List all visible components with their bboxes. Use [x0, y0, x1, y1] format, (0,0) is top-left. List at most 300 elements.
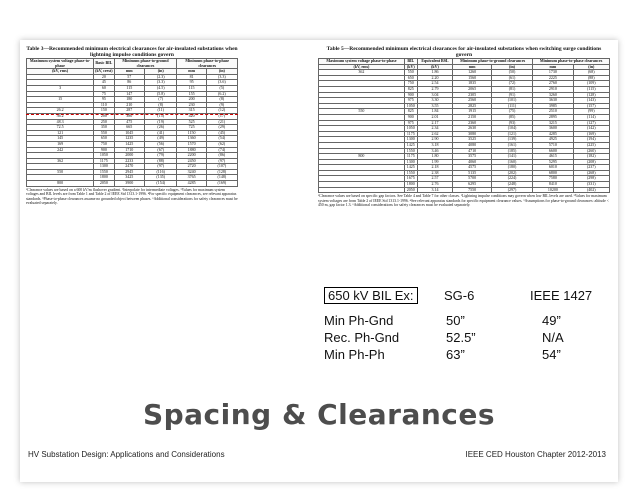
switching-surge-table	[318, 46, 610, 208]
right-cell	[319, 187, 405, 193]
right-cell: 1560	[453, 75, 492, 81]
left-cell: 115	[177, 85, 206, 91]
left-cell: 525	[177, 119, 206, 125]
right-cell: (143)	[573, 98, 609, 104]
right-cell: (61)	[491, 75, 532, 81]
right-sub-bsl: (kV)	[417, 64, 452, 70]
left-cell: 242	[27, 147, 94, 153]
left-cell: 57	[114, 74, 144, 80]
left-cell: 2233	[114, 158, 144, 164]
left-cell: 26.2	[27, 108, 94, 114]
right-cell: 1550	[404, 148, 417, 154]
left-cell: 86	[114, 80, 144, 86]
left-cell: (116)	[145, 169, 177, 175]
left-table-grid	[26, 58, 238, 187]
left-cell: 550	[94, 130, 114, 136]
sg6-header: SG-6	[444, 288, 475, 303]
right-cell: 1730	[533, 70, 573, 76]
right-cell: 825	[404, 109, 417, 115]
footer-left: HV Substation Design: Applications and Considerations	[28, 450, 225, 459]
right-cell: 1.80	[417, 154, 452, 160]
right-cell: 4615	[533, 154, 573, 160]
left-cell: (3.3)	[206, 74, 237, 80]
right-cell: (208)	[573, 159, 609, 165]
example-label: 650 kV BIL Ex:	[324, 287, 418, 304]
left-cell: 3240	[177, 169, 206, 175]
right-cell: 4285	[533, 131, 573, 137]
right-cell: 1550	[404, 170, 417, 176]
right-cell: (141)	[491, 154, 532, 160]
right-cell: 1050	[404, 126, 417, 132]
right-table-grid	[318, 58, 610, 193]
row-label-min-ph-ph: Min Ph-Ph	[324, 347, 385, 362]
right-cell: 2.57	[417, 176, 452, 182]
left-cell: 1710	[114, 147, 144, 153]
right-cell: 2.90	[417, 137, 452, 143]
right-cell: 3.55	[417, 103, 452, 109]
left-cell: (54)	[206, 136, 237, 142]
right-cell: (225)	[573, 142, 609, 148]
right-cell: 2.62	[417, 131, 452, 137]
left-cell: (74)	[206, 147, 237, 153]
left-cell: 145	[27, 136, 94, 142]
left-table-notes: ¹Clearance values are based on a 600 kV/m flashover gradient. ²Interpolate for intermediate voltages. ³Values for maximum system voltages and BIL levels are from Table 1 and Table 2 of IEEE Std 1313.1-1996. ⁴For specific equipment clearances, see relevant apparatus standards. ⁵Phase-to-phase clearances assume no grounded object between phases. ⁶Additional considerations for safety clearances must be evaluated separately.	[26, 187, 238, 206]
right-cell: (72)	[491, 81, 532, 87]
left-cell: 15	[27, 97, 94, 103]
right-cell: 2.76	[417, 182, 452, 188]
right-cell: (142)	[573, 126, 609, 132]
right-cell: (91)	[491, 92, 532, 98]
right-cell: (121)	[491, 131, 532, 137]
left-cell: 72.5	[27, 125, 94, 131]
value-sg6-min-ph-gnd: 50”	[446, 313, 465, 328]
left-cell: 475	[114, 119, 144, 125]
right-sub-mm: mm	[453, 64, 492, 70]
right-sub-bil: (kV)	[404, 64, 417, 70]
right-cell: 975	[404, 120, 417, 126]
left-cell: 1150	[177, 130, 206, 136]
left-cell: (3.6)	[206, 80, 237, 86]
left-cell: 1175	[94, 158, 114, 164]
right-cell: (160)	[491, 159, 532, 165]
left-cell: 20	[94, 74, 114, 80]
right-cell: 2225	[533, 75, 573, 81]
right-cell: (224)	[491, 176, 532, 182]
left-cell: 3900	[114, 181, 144, 187]
right-cell: 6295	[453, 182, 492, 188]
right-cell: 900	[404, 92, 417, 98]
left-cell: 1425	[114, 141, 144, 147]
right-cell: 1425	[404, 165, 417, 171]
left-cell: (41)	[145, 130, 177, 136]
right-cell: (157)	[573, 103, 609, 109]
right-cell: 1300	[404, 159, 417, 165]
left-sub-mm: mm	[114, 69, 144, 75]
right-cell: 2.17	[417, 120, 452, 126]
left-cell: 1550	[94, 169, 114, 175]
right-cell: 1800	[404, 182, 417, 188]
right-cell: (202)	[491, 170, 532, 176]
left-sub-in: (in)	[145, 69, 177, 75]
right-cell: (182)	[573, 154, 609, 160]
lightning-impulse-table	[26, 46, 238, 206]
right-cell: 2910	[533, 86, 573, 92]
right-cell: 2065	[453, 86, 492, 92]
right-cell: (331)	[573, 182, 609, 188]
left-cell: 725	[177, 125, 206, 131]
right-cell: (161)	[491, 142, 532, 148]
right-cell: 2.79	[417, 86, 452, 92]
left-cell: (107)	[206, 164, 237, 170]
right-cell: 6800	[533, 170, 573, 176]
left-cell: (135)	[145, 175, 177, 181]
left-cell: (49)	[145, 136, 177, 142]
right-cell: 1915	[453, 109, 492, 115]
left-cell: (128)	[206, 169, 237, 175]
right-cell: (111)	[491, 103, 532, 109]
left-cell: 115	[114, 85, 144, 91]
right-header-bsl: Equivalent BSL	[417, 59, 452, 65]
left-cell: 150	[94, 108, 114, 114]
left-header-voltage: Maximum system voltage phase-to-phase	[27, 59, 94, 69]
left-cell: (5.8)	[145, 91, 177, 97]
row-label-min-ph-gnd: Min Ph-Gnd	[324, 313, 394, 328]
left-cell: (45)	[206, 130, 237, 136]
right-cell: (298)	[573, 176, 609, 182]
left-cell: (8)	[145, 102, 177, 108]
slide	[20, 40, 618, 482]
right-cell: (68)	[573, 70, 609, 76]
right-cell: 1175	[404, 154, 417, 160]
left-cell: (29)	[206, 125, 237, 131]
left-cell: (4.5)	[145, 85, 177, 91]
right-cell: 2.38	[417, 170, 452, 176]
left-cell: (8)	[206, 97, 237, 103]
left-cell: 2200	[177, 153, 206, 159]
right-cell: 1.84	[417, 109, 452, 115]
left-cell: 800	[27, 181, 94, 187]
right-cell: (268)	[573, 170, 609, 176]
right-cell: 6010	[533, 165, 573, 171]
right-cell: 3985	[533, 103, 573, 109]
right-cell: 4575	[453, 165, 492, 171]
right-cell: 650	[404, 75, 417, 81]
left-cell: 2000	[114, 153, 144, 159]
left-cell: 1300	[94, 164, 114, 170]
left-sub-mm2: mm	[177, 69, 206, 75]
left-cell: 380	[114, 113, 144, 119]
left-cell: 147	[114, 91, 144, 97]
right-cell: 5700	[453, 176, 492, 182]
left-cell: 180	[114, 97, 144, 103]
left-table-title: Table 3—Recommended minimum electrical clearances for air-insulated substations when lightning impulse conditions govern	[26, 46, 238, 58]
right-cell: 2560	[453, 98, 492, 104]
right-cell: 2.34	[417, 126, 452, 132]
left-cell: 665	[114, 125, 144, 131]
right-header-phase-phase: Minimum phase-to-phase clearances	[533, 59, 610, 65]
left-cell: 36.2	[27, 113, 94, 119]
left-table-body	[27, 74, 238, 186]
left-cell: 45	[94, 80, 114, 86]
right-cell: 1175	[404, 131, 417, 137]
slide-title: Spacing & Clearances	[142, 398, 496, 431]
right-sub-in: (in)	[491, 64, 532, 70]
left-cell: 4285	[177, 181, 206, 187]
left-cell: (86)	[206, 153, 237, 159]
right-cell: 2305	[453, 92, 492, 98]
example-callout	[320, 285, 600, 375]
right-cell: 2760	[533, 81, 573, 87]
right-cell: (297)	[491, 187, 532, 193]
left-cell: 350	[94, 125, 114, 131]
right-sub-in2: (in)	[573, 64, 609, 70]
right-cell: 5135	[453, 170, 492, 176]
right-cell: (85)	[491, 114, 532, 120]
right-cell: 975	[404, 98, 417, 104]
right-cell: 4060	[453, 159, 492, 165]
right-cell: 5295	[533, 159, 573, 165]
left-cell: 200	[94, 113, 114, 119]
right-cell: 750	[404, 81, 417, 87]
right-cell: 4080	[453, 142, 492, 148]
left-cell: (21)	[206, 119, 237, 125]
right-cell: 1260	[453, 70, 492, 76]
left-cell: 169	[27, 141, 94, 147]
right-row	[319, 187, 610, 193]
left-cell: 48.3	[27, 119, 94, 125]
right-cell: 1.86	[417, 70, 452, 76]
left-cell: (154)	[145, 181, 177, 187]
left-cell: 2720	[177, 164, 206, 170]
right-cell: (88)	[573, 75, 609, 81]
right-cell: 2360	[453, 120, 492, 126]
right-table-title: Table 5—Recommended minimum electrical clearances for air-insulated substations when switching surge conditions govern	[326, 46, 602, 58]
value-ieee-min-ph-gnd: 49”	[542, 313, 561, 328]
right-cell: 825	[404, 86, 417, 92]
left-cell: 95	[177, 80, 206, 86]
right-cell: 2510	[533, 109, 573, 115]
right-cell: 3525	[453, 137, 492, 143]
left-cell: 550	[27, 169, 94, 175]
right-cell: (169)	[573, 131, 609, 137]
left-cell: (12)	[206, 108, 237, 114]
right-cell: 1425	[404, 142, 417, 148]
left-cell: 2050	[94, 181, 114, 187]
right-cell: (139)	[491, 137, 532, 143]
left-cell: (26)	[145, 125, 177, 131]
ieee-header: IEEE 1427	[530, 288, 593, 303]
row-label-rec-ph-gnd: Rec. Ph-Gnd	[324, 330, 400, 345]
right-cell: 3600	[533, 126, 573, 132]
left-cell: 362	[27, 158, 94, 164]
right-cell: (194)	[573, 137, 609, 143]
left-sub-in2: (in)	[206, 69, 237, 75]
left-header-phase-phase: Minimum phase-to-phase clearances	[177, 59, 238, 69]
right-cell: 7550	[453, 187, 492, 193]
left-cell: 1235	[114, 136, 144, 142]
right-cell: (75)	[491, 109, 532, 115]
right-header-phase-ground: Minimum phase-to-ground clearances	[453, 59, 533, 65]
right-cell: (180)	[491, 165, 532, 171]
footer-right: IEEE CED Houston Chapter 2012-2013	[465, 450, 606, 459]
left-cell: 155	[177, 91, 206, 97]
left-cell: (67)	[145, 147, 177, 153]
left-cell: (17)	[206, 113, 237, 119]
right-cell: 5710	[533, 142, 573, 148]
left-cell: 1800	[94, 175, 114, 181]
right-cell: 1835	[453, 81, 492, 87]
right-cell: 2630	[453, 126, 492, 132]
left-sub-kv: (kV, rms)	[27, 69, 94, 75]
left-cell: (15)	[145, 113, 177, 119]
right-cell: 7580	[533, 176, 573, 182]
left-sub-crest: (kV, crest)	[95, 68, 113, 74]
left-cell: (2.3)	[145, 74, 177, 80]
right-cell: (260)	[573, 148, 609, 154]
left-cell: 230	[177, 102, 206, 108]
left-cell: (56)	[145, 141, 177, 147]
right-cell: 550	[319, 109, 405, 115]
right-header-bil: BIL	[404, 59, 417, 65]
right-cell: 3.46	[417, 148, 452, 154]
left-cell: 2450	[177, 158, 206, 164]
right-cell: 2825	[453, 103, 492, 109]
right-cell: (128)	[573, 92, 609, 98]
right-cell: 3.30	[417, 98, 452, 104]
left-cell: 81	[177, 74, 206, 80]
right-cell: (50)	[491, 70, 532, 76]
right-cell: 6600	[533, 148, 573, 154]
right-cell: 2050	[404, 187, 417, 193]
value-sg6-min-ph-ph: 63”	[446, 347, 465, 362]
right-cell: 4925	[533, 137, 573, 143]
right-cell: (248)	[491, 182, 532, 188]
right-cell: (402)	[573, 187, 609, 193]
right-cell: 4710	[453, 148, 492, 154]
right-cell: 362	[319, 70, 405, 76]
left-cell: 200	[177, 97, 206, 103]
left-cell: 95	[94, 97, 114, 103]
right-cell: 1050	[404, 103, 417, 109]
left-cell: 1360	[177, 136, 206, 142]
right-cell: 3630	[533, 98, 573, 104]
value-ieee-min-ph-ph: 54”	[542, 347, 561, 362]
right-cell: 3.18	[417, 142, 452, 148]
left-cell: 3	[27, 85, 94, 91]
left-cell: 900	[94, 147, 114, 153]
left-cell: 287	[114, 108, 144, 114]
left-cell: (62)	[206, 141, 237, 147]
right-header-voltage: Maximum system voltage phase-to-phase	[319, 59, 405, 65]
left-cell: (3.3)	[145, 80, 177, 86]
left-cell: 250	[94, 119, 114, 125]
right-cell: 1300	[404, 137, 417, 143]
left-cell: (169)	[206, 181, 237, 187]
left-cell: (79)	[145, 153, 177, 159]
right-cell: (127)	[573, 120, 609, 126]
right-cell: (99)	[573, 109, 609, 115]
left-cell: 2945	[114, 169, 144, 175]
right-cell: (104)	[491, 126, 532, 132]
right-cell: 800	[319, 154, 405, 160]
left-row	[27, 181, 238, 187]
left-cell: 121	[27, 130, 94, 136]
value-sg6-rec-ph-gnd: 52.5”	[446, 330, 476, 345]
right-cell: 10200	[533, 187, 573, 193]
highlight-line	[26, 114, 238, 115]
right-cell: 3080	[453, 131, 492, 137]
left-cell: 1570	[177, 141, 206, 147]
right-cell: 900	[404, 114, 417, 120]
left-cell: (97)	[145, 164, 177, 170]
right-cell: 550	[404, 70, 417, 76]
left-cell: (97)	[206, 158, 237, 164]
right-cell: 2895	[533, 114, 573, 120]
right-sub-kv: (kV, rms)	[319, 64, 405, 70]
right-cell: 1.99	[417, 159, 452, 165]
right-cell: 2150	[453, 114, 492, 120]
right-cell: 2.20	[417, 75, 452, 81]
right-table-notes: ¹Clearance values are based on specific gap factors. See Table 4 and Table 7 for other classes. ²Lightning impulse conditions may govern when low BIL levels are used. ³Values for maximum system voltages are from Table 2 of IEEE Std 1313.1-1996. ⁴See relevant apparatus standards for specific equipment clearance values. ⁵Assumptions for phase-to-ground clearances: altitude < 450 m, gap factor 1.3. ⁶Additional considerations for safety clearances must be evaluated separately.	[318, 194, 609, 208]
left-cell: 1050	[94, 153, 114, 159]
right-cell: (81)	[491, 86, 532, 92]
right-cell: (93)	[491, 120, 532, 126]
left-cell: 3765	[177, 175, 206, 181]
left-cell: (19)	[145, 119, 177, 125]
left-cell: 110	[94, 102, 114, 108]
left-cell: 60	[94, 85, 114, 91]
left-cell: 1880	[177, 147, 206, 153]
right-cell: (101)	[491, 98, 532, 104]
left-cell: 750	[94, 141, 114, 147]
left-cell: (6.2)	[206, 91, 237, 97]
right-cell: 2.54	[417, 81, 452, 87]
left-cell: (5)	[206, 85, 237, 91]
right-cell: (115)	[573, 86, 609, 92]
right-sub-mm2: mm	[533, 64, 573, 70]
right-table-body	[319, 70, 610, 193]
left-header-bil: Basic BIL	[94, 59, 114, 69]
right-cell: 3260	[533, 92, 573, 98]
right-cell: 8410	[533, 182, 573, 188]
right-cell: (109)	[573, 81, 609, 87]
left-cell: 2470	[114, 164, 144, 170]
right-cell: (237)	[573, 165, 609, 171]
left-header-phase-ground: Minimum phase-to-ground clearances	[114, 59, 177, 69]
left-cell: 3425	[114, 175, 144, 181]
left-cell: (7)	[145, 97, 177, 103]
value-ieee-rec-ph-gnd: N/A	[542, 330, 564, 345]
left-cell: 210	[114, 102, 144, 108]
left-cell: (88)	[145, 158, 177, 164]
left-cell: 75	[94, 91, 114, 97]
right-cell: (114)	[573, 114, 609, 120]
right-cell: 3575	[453, 154, 492, 160]
right-cell: 2.01	[417, 114, 452, 120]
right-cell: (185)	[491, 148, 532, 154]
right-cell: 1675	[404, 176, 417, 182]
right-cell: 3.14	[417, 187, 452, 193]
left-cell: (148)	[206, 175, 237, 181]
right-cell: 2.18	[417, 165, 452, 171]
left-cell: 315	[177, 108, 206, 114]
right-cell: 3215	[533, 120, 573, 126]
left-cell: 650	[94, 136, 114, 142]
right-cell: 3.04	[417, 92, 452, 98]
left-cell: (9)	[206, 102, 237, 108]
left-cell: (11)	[145, 108, 177, 114]
left-cell: 1045	[114, 130, 144, 136]
